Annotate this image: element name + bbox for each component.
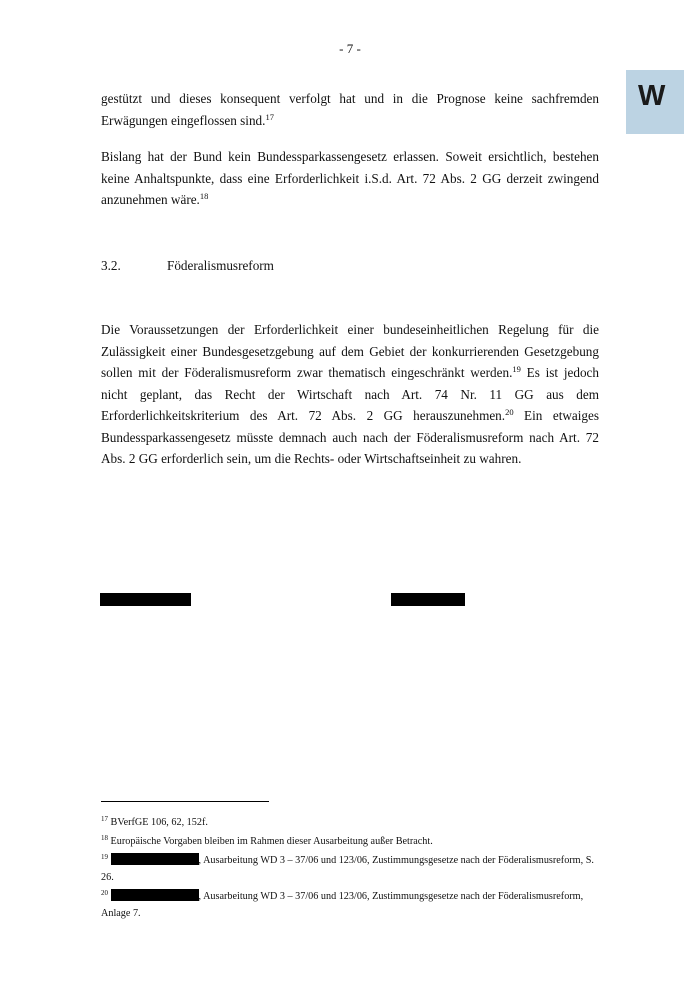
footnote-text: , Ausarbeitung WD 3 – 37/06 und 123/06, Zustimmungsgesetze nach der Föderalismusreform, S. 26. xyxy=(101,855,594,883)
paragraph-1-text: gestützt und dieses konsequent verfolgt hat und in die Prognose keine sachfremden Erwägungen eingeflossen sind. xyxy=(101,91,599,128)
footnote-20 xyxy=(101,888,599,922)
footnote-ref-20[interactable]: 20 xyxy=(505,407,514,417)
footnote-ref-19[interactable]: 19 xyxy=(512,364,521,374)
footnote-separator xyxy=(101,801,269,802)
footnote-redaction xyxy=(111,889,199,901)
logo-badge xyxy=(626,70,684,134)
footnote-ref-17[interactable]: 17 xyxy=(265,111,274,122)
footnote-number: 17 xyxy=(101,815,108,823)
footnote-text: , Ausarbeitung WD 3 – 37/06 und 123/06, Zustimmungsgesetze nach der Föderalismusreform, Anlage 7. xyxy=(101,891,584,919)
paragraph-3-text-b: Es ist jedoch nicht geplant, das Recht der Wirtschaft nach Art. 74 Nr. 11 GG aus dem Erforderlichkeitskriterium des Art. 72 Abs. 2 GG herauszunehmen. xyxy=(101,365,599,423)
paragraph-3-text-c: Ein etwaiges Bundessparkassengesetz müsste demnach auch nach der Föderalismusreform nach Art. 72 Abs. 2 GG erforderlich sein, um die Rechts- oder Wirtschaftseinheit zu wahren. xyxy=(101,408,599,466)
paragraph-3-text-a: Die Voraussetzungen der Erforderlichkeit einer bundeseinheitlichen Regelung für die Zulässigkeit einer Bundesgesetzgebung auf dem Gebiet der konkurrierenden Gesetzgebung sollen mit der Föderalismusreform zwar thematisch eingeschränkt werden. xyxy=(101,322,599,380)
section-title: Föderalismusreform xyxy=(167,258,274,273)
footnote-text: BVerfGE 106, 62, 152f. xyxy=(110,817,208,828)
page-number: - 7 - xyxy=(339,41,361,56)
footnote-18 xyxy=(101,833,599,850)
footnote-number: 18 xyxy=(101,834,108,842)
redaction-bar-left xyxy=(100,593,191,606)
redaction-bar-right xyxy=(391,593,465,606)
logo-letter: W xyxy=(638,80,665,112)
footnote-number: 19 xyxy=(101,853,108,861)
footnote-19 xyxy=(101,852,599,886)
footnote-17 xyxy=(101,814,599,831)
footnote-number: 20 xyxy=(101,889,108,897)
paragraph-1 xyxy=(101,88,599,131)
footnote-ref-18[interactable]: 18 xyxy=(199,191,209,201)
section-number: 3.2. xyxy=(101,258,121,273)
footnote-redaction xyxy=(111,853,199,865)
paragraph-2 xyxy=(101,146,599,211)
paragraph-2-text: Bislang hat der Bund kein Bundessparkassengesetz erlassen. Soweit ersichtlich, bestehen keine Anhaltspunkte, dass eine Erforderlichkeit i.S.d. Art. 72 Abs. 2 GG derzeit zwingend anzunehmen wäre. xyxy=(101,149,599,207)
footnote-text: Europäische Vorgaben bleiben im Rahmen dieser Ausarbeitung außer Betracht. xyxy=(110,836,433,847)
paragraph-3 xyxy=(101,319,599,470)
